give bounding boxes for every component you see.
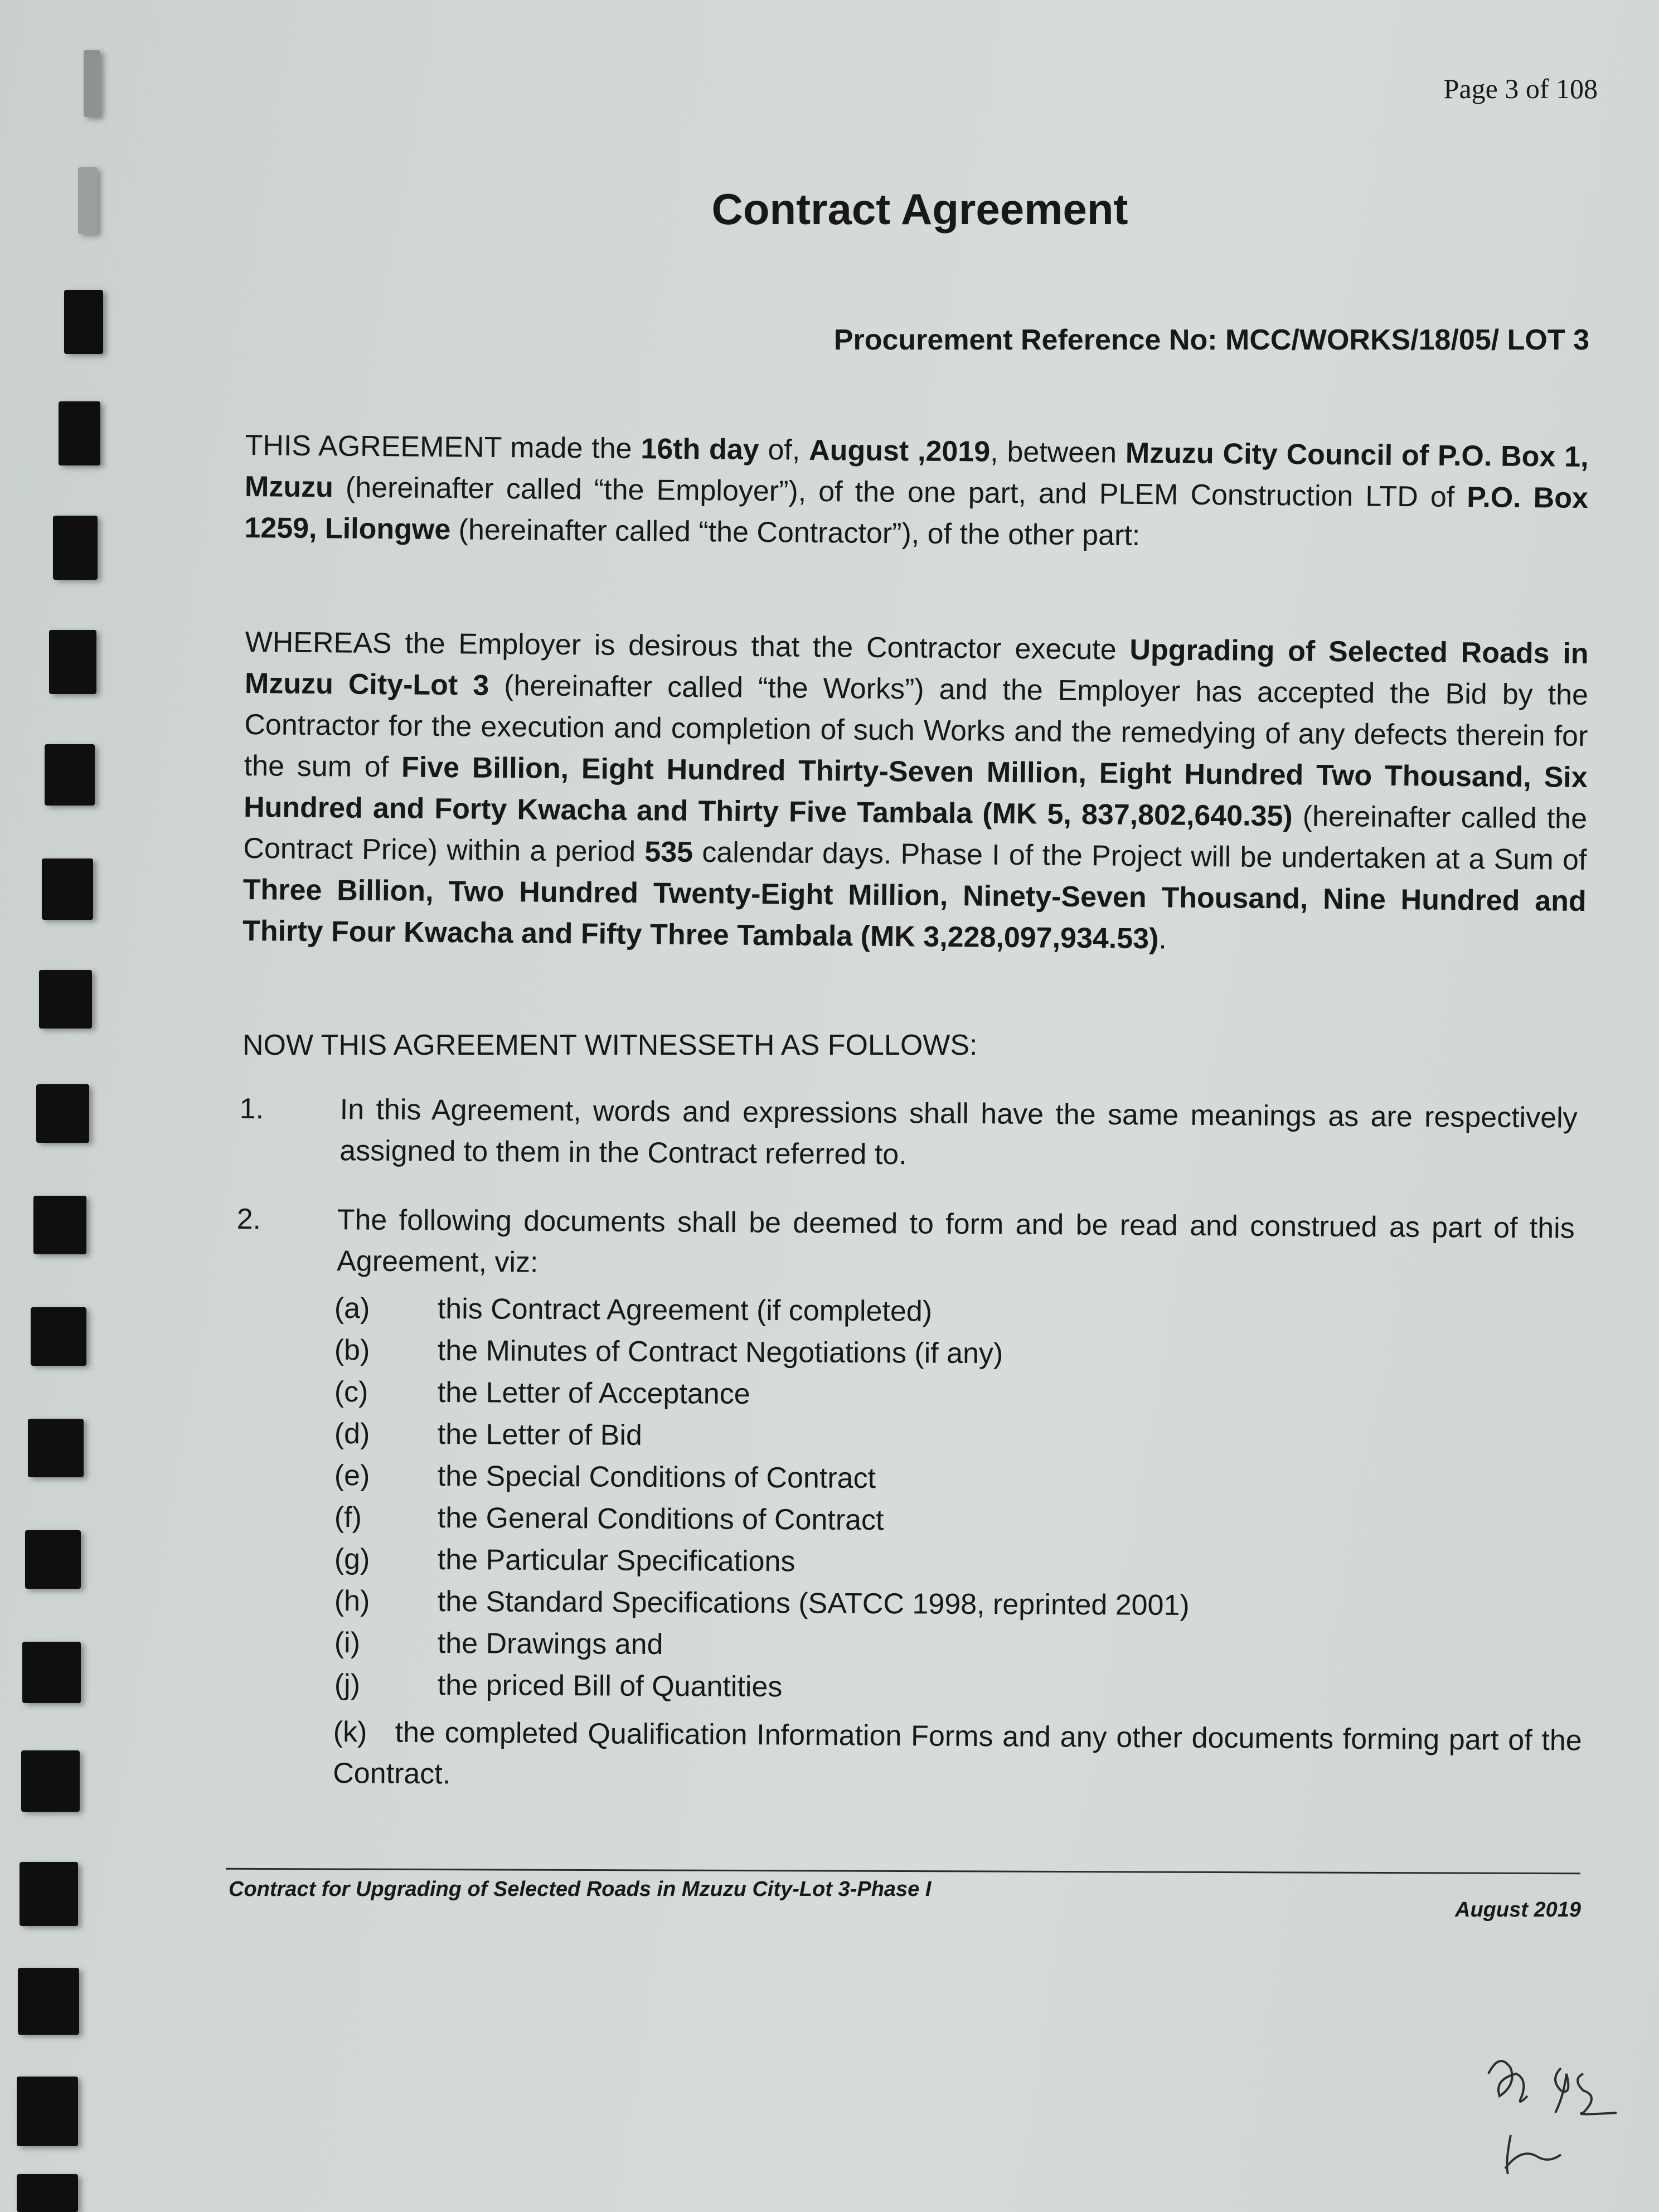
list-text: the priced Bill of Quantities [437, 1668, 783, 1704]
whereas-paragraph: WHEREAS the Employer is desirous that the Contractor execute Upgrading of Selected Roads in Mzuzu City-Lot 3 (hereinafter called “the Works”) and the Employer has accepted the Bid by the Contractor for the execution and completion of such Works and the remedying of any defects therein for the sum of Five Billion, Eight Hundred Thirty-Seven Million, Eight Hundred Two Thousand, Six Hundred and Forty Kwacha and Thirty Five Tambala (MK 5, 837,802,640.35) (hereinafter called the Contract Price) within a period 535 calendar days. Phase I of the Project will be undertaken at a Sum of Three Billion, Two Hundred Twenty-Eight Million, Ninety-Seven Thousand, Nine Hundred and Thirty Four Kwacha and Fifty Three Tambala (MK 3,228,097,934.53). [242, 625, 1589, 955]
binding-hole [36, 1084, 89, 1143]
list-letter: (g) [334, 1543, 370, 1576]
list-text: this Contract Agreement (if completed) [437, 1292, 933, 1328]
binding-hole [49, 630, 96, 694]
list-letter: (k) [333, 1715, 367, 1749]
binding-hole [31, 1307, 86, 1366]
binding-hole [25, 1530, 81, 1589]
page-number: Page 3 of 108 [1443, 73, 1598, 104]
binding-hole [17, 2077, 78, 2146]
list-letter: (h) [334, 1585, 370, 1618]
binding-hole [20, 1862, 78, 1926]
list-text: the Minutes of Contract Negotiations (if any) [437, 1334, 1003, 1370]
list-letter: (j) [334, 1668, 361, 1701]
witnesseth-heading: NOW THIS AGREEMENT WITNESSETH AS FOLLOWS: [242, 1029, 978, 1061]
list-text: the Drawings and [437, 1627, 663, 1661]
binding-hole [21, 1750, 80, 1812]
binding-hole [84, 50, 100, 117]
list-letter: (f) [334, 1501, 362, 1534]
clause-text: In this Agreement, words and expressions shall have the same meanings as are respectively assigned to them in the Contract referred to. [339, 1093, 1578, 1171]
binding-hole [53, 516, 98, 580]
list-text: the Special Conditions of Contract [437, 1459, 876, 1495]
binding-hole [22, 1642, 81, 1703]
footer-title: Contract for Upgrading of Selected Roads in Mzuzu City-Lot 3-Phase I [229, 1878, 932, 1901]
list-letter: (e) [334, 1459, 370, 1492]
binding-hole [64, 290, 103, 354]
list-text: the Particular Specifications [437, 1543, 795, 1578]
binding-hole [33, 1196, 86, 1254]
list-letter: (c) [334, 1376, 368, 1409]
handwritten-initials [1472, 2040, 1639, 2196]
document-list-item [334, 1330, 1003, 1374]
document-list-item [334, 1413, 643, 1456]
binding-hole [17, 2174, 78, 2212]
binding-hole [45, 744, 95, 806]
page-title: Contract Agreement [711, 185, 1128, 234]
document-list-item [334, 1622, 663, 1665]
binding-hole [39, 970, 92, 1029]
document-list-item [334, 1539, 795, 1582]
clause-item [236, 1199, 1583, 1279]
list-letter: (b) [334, 1334, 370, 1367]
list-letter: (a) [334, 1292, 370, 1325]
list-text: the Standard Specifications (SATCC 1998, reprinted 2001) [437, 1585, 1190, 1622]
document-list-item [334, 1580, 1190, 1626]
clause-number: 2. [236, 1202, 261, 1236]
clause-item [239, 1088, 1583, 1171]
document-list-item [334, 1288, 933, 1332]
list-text: the Letter of Acceptance [437, 1376, 750, 1410]
footer-date: August 2019 [1455, 1898, 1581, 1922]
document-list-item [334, 1664, 783, 1707]
binding-hole [18, 1968, 79, 2035]
spiral-binding [0, 0, 111, 2212]
binding-hole [28, 1419, 84, 1477]
document-list-item [334, 1455, 876, 1499]
agreement-paragraph: THIS AGREEMENT made the 16th day of, August ,2019, between Mzuzu City Council of P.O. Box 1, Mzuzu (hereinafter called “the Employer”), of the one part, and PLEM Construction LTD of P.O. Box 1259, Lilongwe (hereinafter called “the Contractor”), of the other part: [244, 429, 1589, 552]
list-text: the General Conditions of Contract [437, 1501, 884, 1537]
document-list-item [334, 1371, 750, 1415]
footer-rule [226, 1868, 1580, 1874]
clause-number: 1. [239, 1092, 264, 1126]
procurement-reference: Procurement Reference No: MCC/WORKS/18/05/ LOT 3 [833, 324, 1589, 356]
document-list-item [334, 1497, 884, 1541]
document-list-item [333, 1711, 1582, 1803]
list-letter: (i) [334, 1627, 361, 1660]
clause-text: The following documents shall be deemed to form and be read and construed as part of this Agreement, viz: [337, 1204, 1575, 1279]
list-text: the completed Qualification Information Forms and any other documents forming part of the Contract. [333, 1716, 1582, 1791]
list-letter: (d) [334, 1418, 370, 1451]
binding-hole [42, 858, 93, 920]
list-text: the Letter of Bid [437, 1418, 643, 1452]
binding-hole [59, 401, 100, 465]
